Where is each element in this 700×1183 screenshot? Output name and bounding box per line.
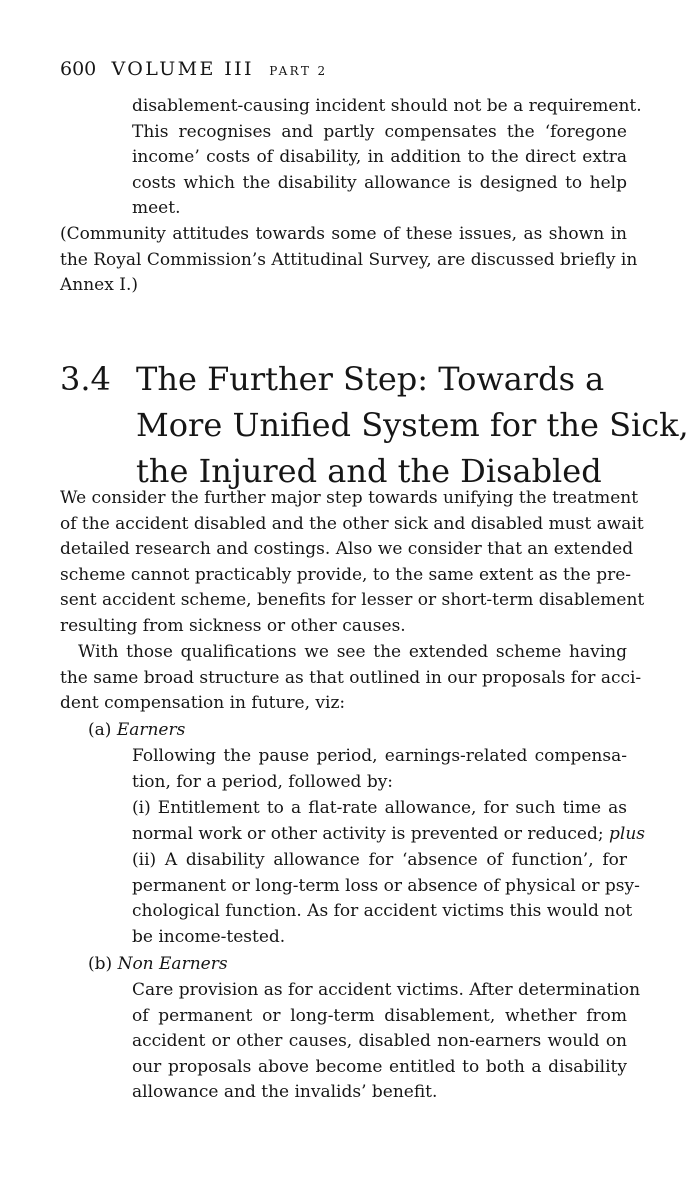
text-line: Following the pause period, earnings-related compensa-	[132, 746, 627, 766]
text-line: Care provision as for accident victims. After determination	[132, 980, 641, 1000]
item-b-marker: (b)	[88, 954, 118, 974]
text-line: our proposals above become entitled to both a disability	[132, 1056, 627, 1077]
volume-label: VOLUME III	[111, 58, 254, 80]
text-line: (Community attitudes towards some of these issues, as shown in	[60, 224, 627, 244]
text-line: meet.	[132, 198, 181, 219]
text-line: dent compensation in future, viz:	[60, 693, 346, 714]
section-title-line: More Unified System for the Sick,	[136, 406, 689, 444]
item-b-title: Non Earners	[117, 954, 228, 974]
item-b-text	[132, 978, 641, 1106]
text-line: allowance and the invalids’ benefit.	[132, 1082, 438, 1103]
running-head	[60, 58, 328, 80]
item-a-marker: (a)	[88, 720, 117, 740]
text-line-with-emphasis	[132, 822, 646, 848]
text-line: sent accident scheme, benefits for lesser or short-term disablement	[60, 590, 645, 611]
text-line: costs which the disability allowance is designed to help	[132, 172, 627, 193]
text-line: Annex I.)	[60, 275, 138, 296]
emphasis-plus: plus	[609, 823, 646, 844]
item-a-heading	[88, 718, 186, 744]
text-line: This recognises and partly compensates the ‘foregone	[132, 121, 627, 142]
text-line: scheme cannot practicably provide, to the same extent as the pre-	[60, 564, 632, 585]
item-a-title: Earners	[116, 720, 186, 740]
item-a-sub-ii	[132, 848, 640, 950]
text-line: disablement-causing incident should not be a requirement.	[132, 96, 642, 116]
section-title-line: The Further Step: Towards a	[136, 360, 605, 398]
text-line: (ii) A disability allowance for ‘absence of function’, for	[132, 850, 627, 870]
text-line: be income-tested.	[132, 926, 286, 947]
text-line: of the accident disabled and the other sick and disabled must await	[60, 513, 644, 534]
continued-list-text	[132, 94, 642, 222]
text-line: income’ costs of disability, in addition to the direct extra	[132, 147, 627, 168]
text-line: chological function. As for accident victims this would not	[132, 901, 633, 922]
note-paragraph	[60, 222, 638, 299]
item-b-heading	[88, 952, 228, 978]
text-line: resulting from sickness or other causes.	[60, 615, 406, 636]
item-a-intro	[132, 744, 627, 795]
text-line: detailed research and costings. Also we consider that an extended	[60, 539, 634, 560]
text-line: the Royal Commission’s Attitudinal Survey, are discussed briefly in	[60, 249, 638, 270]
paragraph-2	[60, 640, 642, 717]
text-line: tion, for a period, followed by:	[132, 771, 394, 792]
text-line: permanent or long-term loss or absence of physical or psy-	[132, 875, 640, 896]
page-number: 600	[60, 58, 97, 80]
part-label: PART 2	[269, 64, 328, 78]
text-line: We consider the further major step towards unifying the treatment	[60, 488, 639, 508]
section-title-line: the Injured and the Disabled	[136, 452, 602, 490]
text-line: (i) Entitlement to a flat-rate allowance, for such time as	[132, 798, 627, 818]
text-fragment: normal work or other activity is prevented or reduced;	[132, 823, 610, 844]
text-line: of permanent or long-term disablement, whether from	[132, 1005, 627, 1026]
item-a-sub-i	[132, 796, 646, 847]
paragraph-1	[60, 486, 645, 640]
text-line: the same broad structure as that outlined in our proposals for acci-	[60, 667, 642, 688]
section-number: 3.4	[60, 360, 111, 398]
text-line: With those qualifications we see the extended scheme having	[78, 642, 627, 662]
text-line: accident or other causes, disabled non-earners would on	[132, 1031, 627, 1052]
